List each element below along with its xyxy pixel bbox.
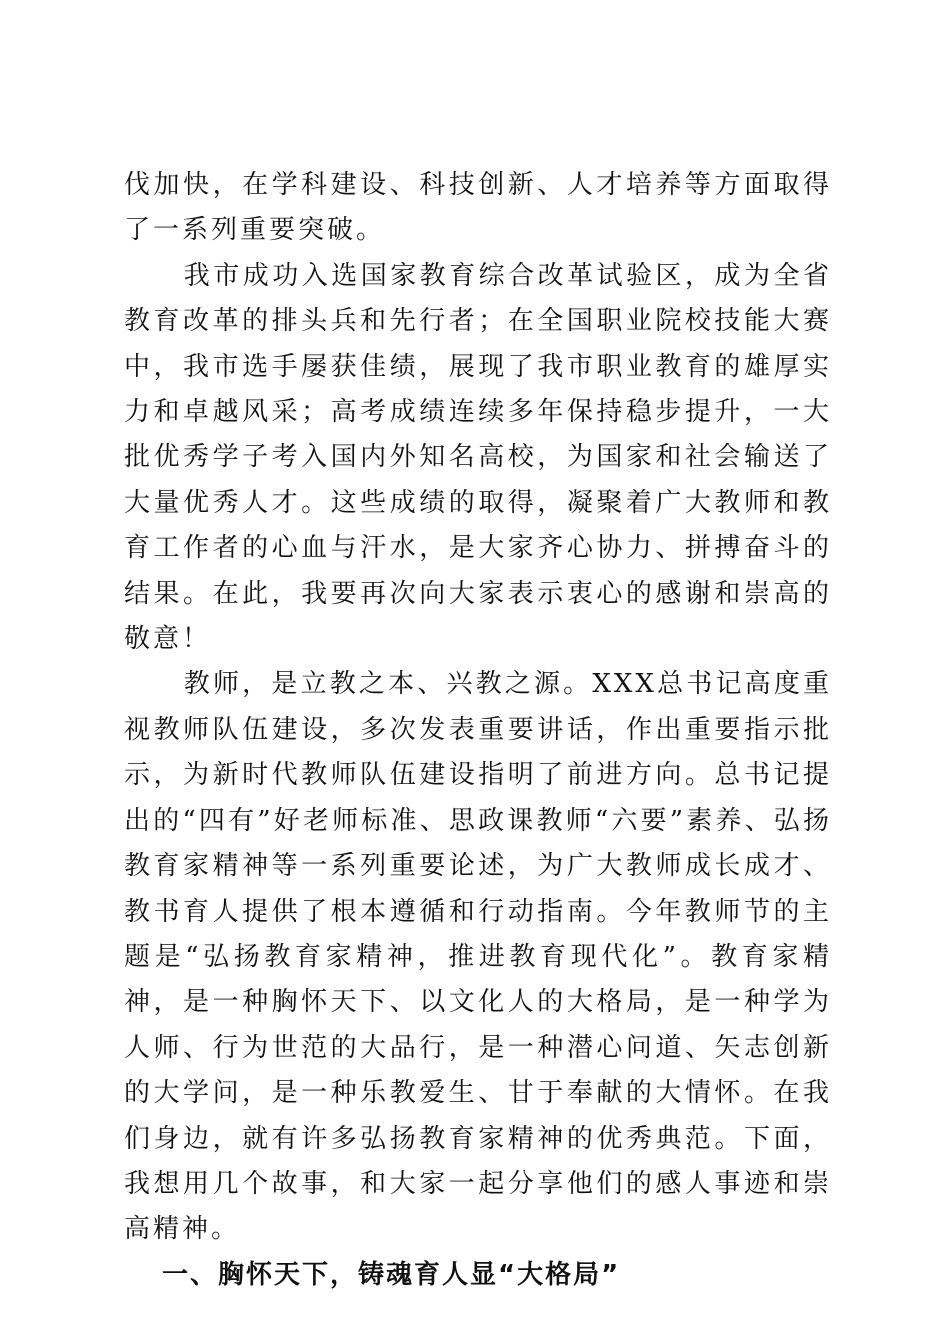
paragraph-educator-spirit: 教师，是立教之本、兴教之源。XXX总书记高度重视教师队伍建设，多次发表重要讲话，作出重要指示批示，为新时代教师队伍建设指明了前进方向。总书记提出的“四有”好老师标准、思政课教师“六要”素养、弘扬教育家精神等一系列重要论述，为广大教师成长成才、教书育人提供了根本遵循和行动指南。今年教师节的主题是“弘扬教育家精神，推进教育现代化”。教育家精神，是一种胸怀天下、以文化人的大格局，是一种学为人师、行为世范的大品行，是一种潜心问道、矢志创新的大学问，是一种乐教爱生、甘于奉献的大情怀。在我们身边，就有许多弘扬教育家精神的优秀典范。下面，我想用几个故事，和大家一起分享他们的感人事迹和崇高精神。 [124,669,832,1245]
document-body [124,163,832,1298]
paragraph-continuation: 伐加快，在学科建设、科技创新、人才培养等方面取得了一系列重要突破。 [124,170,832,246]
section-heading: 一、胸怀天下，铸魂育人显“大格局” [162,1259,621,1290]
paragraph-achievements: 我市成功入选国家教育综合改革试验区，成为全省教育改革的排头兵和先行者；在全国职业院校技能大赛中，我市选手屡获佳绩，展现了我市职业教育的雄厚实力和卓越风采；高考成绩连续多年保持稳步提升，一大批优秀学子考入国内外知名高校，为国家和社会输送了大量优秀人才。这些成绩的取得，凝聚着广大教师和教育工作者的心血与汗水，是大家齐心协力、拼搏奋斗的结果。在此，我要再次向大家表示衷心的感谢和崇高的敬意！ [124,260,832,655]
